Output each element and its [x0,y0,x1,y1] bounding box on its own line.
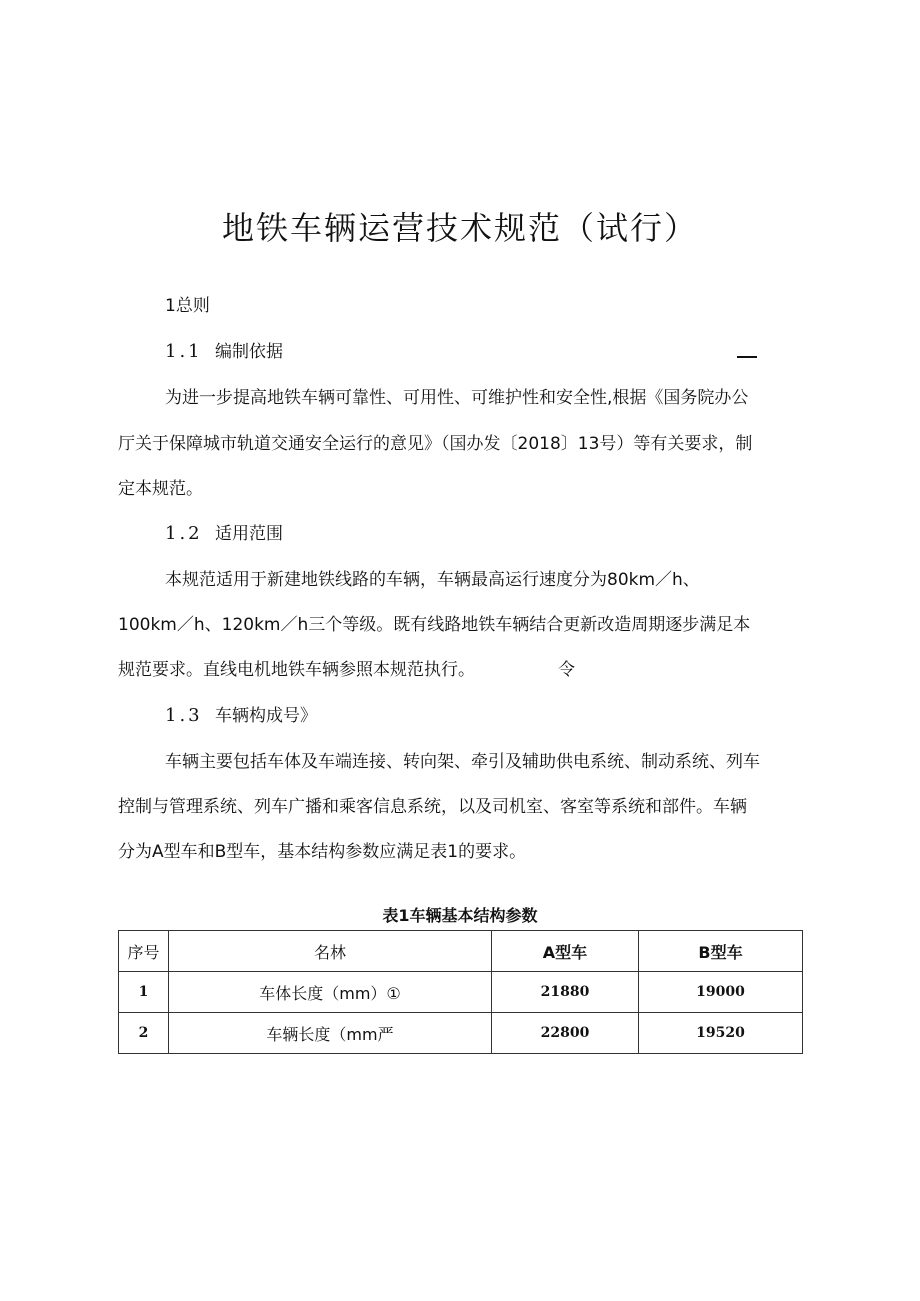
header-cell-name: 名林 [169,931,492,972]
paragraph-line: 车辆主要包括车体及车端连接、转向架、牵引及辅助供电系统、制动系统、列车 [165,752,760,772]
section-title: 适用范围 [215,524,283,544]
paragraph-line: 规范要求。直线电机地铁车辆参照本规范执行。 [118,660,475,680]
table-cell-a-type: 22800 [492,1013,639,1054]
table-cell-name: 车体长度（mm）① [169,972,492,1013]
table-row [119,972,803,1013]
document-title: 地铁车辆运营技术规范（试行） [221,209,698,247]
table-caption: 表1车辆基本结构参数 [382,906,538,925]
section-heading-1-3 [165,704,317,728]
header-cell-b-type: B型车 [639,931,803,972]
params-table [118,930,803,1054]
table-cell-index: 1 [119,972,169,1013]
section-heading-1-1 [165,340,283,364]
table-header-row [119,931,803,972]
table-cell-index: 2 [119,1013,169,1054]
header-cell-index: 序号 [119,931,169,972]
paragraph-line: 本规范适用于新建地铁线路的车辆，车辆最高运行速度分为80km／h、 [165,570,700,590]
table-cell-b-type: 19000 [639,972,803,1013]
section-title: 车辆构成号》 [215,706,317,726]
paragraph-line: 厅关于保障城市轨道交通安全运行的意见》（国办发〔2018〕13号）等有关要求，制 [118,434,753,454]
table-row [119,1013,803,1054]
paragraph-line: 100km／h、120km／h三个等级。既有线路地铁车辆结合更新改造周期逐步满足本 [118,615,751,635]
stray-mark: 令 [558,660,575,680]
section-number: 1.1 [165,341,203,362]
dash-mark [737,356,757,358]
paragraph-line: 为进一步提高地铁车辆可靠性、可用性、可维护性和安全性,根据《国务院办公 [165,388,749,408]
section-number: 1.3 [165,705,203,726]
table-cell-b-type: 19520 [639,1013,803,1054]
header-cell-a-type: A型车 [492,931,639,972]
section-title: 编制依据 [215,342,283,362]
paragraph-line: 定本规范。 [118,479,203,499]
section-number: 1.2 [165,523,203,544]
table-cell-name: 车辆长度（mm严 [169,1013,492,1054]
paragraph-line: 控制与管理系统、列车广播和乘客信息系统，以及司机室、客室等系统和部件。车辆 [118,797,747,817]
section-heading-1-2 [165,522,283,546]
chapter-heading: 1总则 [165,296,210,316]
paragraph-line: 分为A型车和B型车，基本结构参数应满足表1的要求。 [118,842,527,862]
table-cell-a-type: 21880 [492,972,639,1013]
